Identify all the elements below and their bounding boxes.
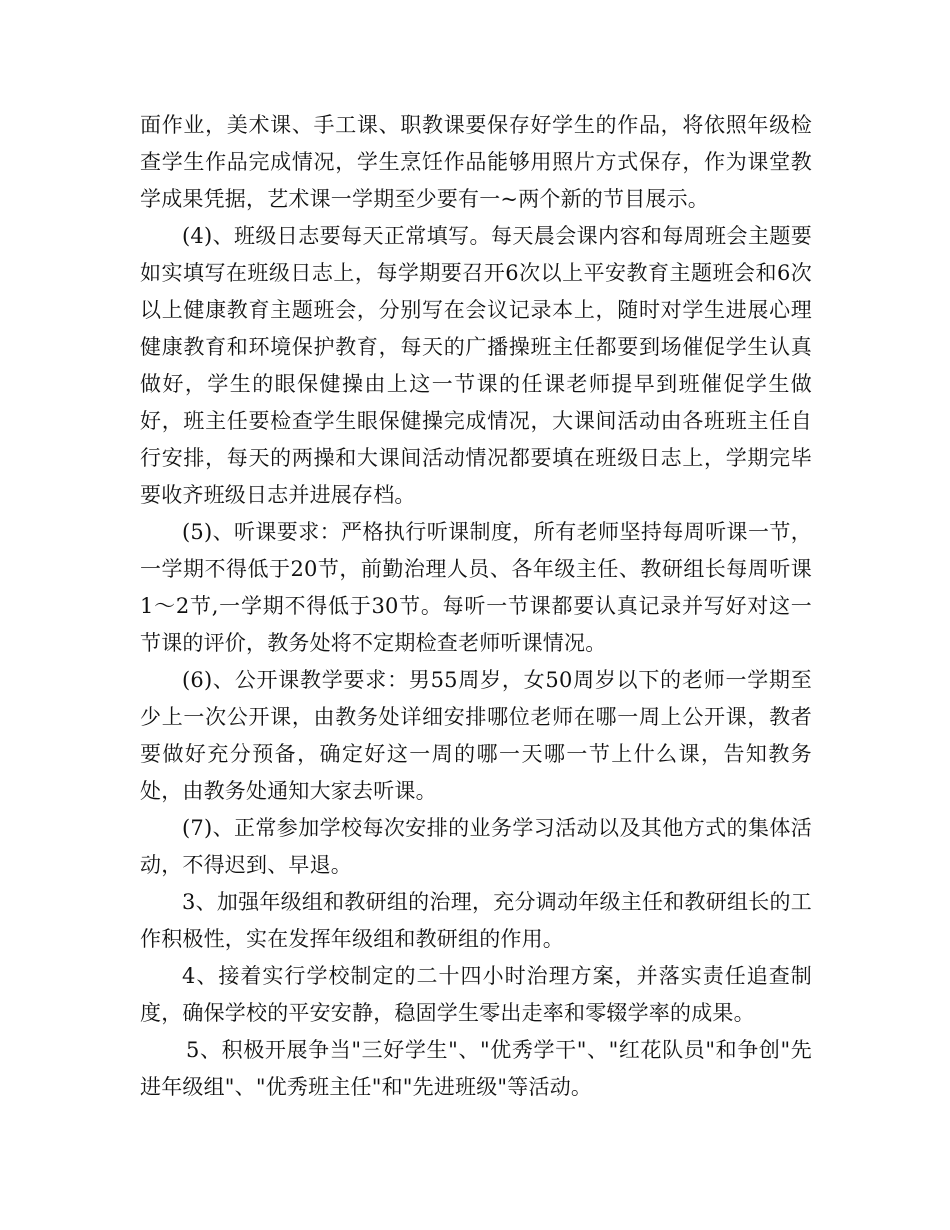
paragraph-24-hour-plan: 4、接着实行学校制定的二十四小时治理方案，并落实责任追查制度，确保学校的平安安静，稳固学生零出走率和零辍学率的成果。 [140,964,812,1025]
paragraph-continuation: 面作业，美术课、手工课、职教课要保存好学生的作品，将依照年级检查学生作品完成情况，学生烹饪作品能够用照片方式保存，作为课堂教学成果凭据，艺术课一学期至少要有一~两个新的节目展示。 [140,113,812,211]
paragraph-study-activities: (7)、正常参加学校每次安排的业务学习活动以及其他方式的集体活动，不得迟到、早退。 [140,816,812,877]
paragraph-lesson-observation: (5)、听课要求：严格执行听课制度，所有老师坚持每周听课一节，一学期不得低于20节，前勤治理人员、各年级主任、教研组长每周听课1～2节,一学期不得低于30节。每听一节课都要认真记录并写好对这一节课的评价，教务处将不定期检查老师听课情况。 [140,520,812,655]
paragraph-open-class: (6)、公开课教学要求：男55周岁，女50周岁以下的老师一学期至少上一次公开课，由教务处详细安排哪位老师在哪一周上公开课，教者要做好充分预备，确定好这一周的哪一天哪一节上什么课，告知教务处，由教务处通知大家去听课。 [140,668,812,803]
paragraph-activities: 5、积极开展争当"三好学生"、"优秀学干"、"红花队员"和争创"先进年级组"、"优秀班主任"和"先进班级"等活动。 [140,1038,812,1099]
document-body [140,107,812,1106]
paragraph-class-log: (4)、班级日志要每天正常填写。每天晨会课内容和每周班会主题要如实填写在班级日志上，每学期要召开6次以上平安教育主题班会和6次以上健康教育主题班会，分别写在会议记录本上，随时对学生进展心理健康教育和环境保护教育，每天的广播操班主任都要到场催促学生认真做好，学生的眼保健操由上这一节课的任课老师提早到班催促学生做好，班主任要检查学生眼保健操完成情况，大课间活动由各班班主任自行安排，每天的两操和大课间活动情况都要填在班级日志上，学期完毕要收齐班级日志并进展存档。 [140,224,812,507]
paragraph-grade-groups: 3、加强年级组和教研组的治理，充分调动年级主任和教研组长的工作积极性，实在发挥年级组和教研组的作用。 [140,890,812,951]
